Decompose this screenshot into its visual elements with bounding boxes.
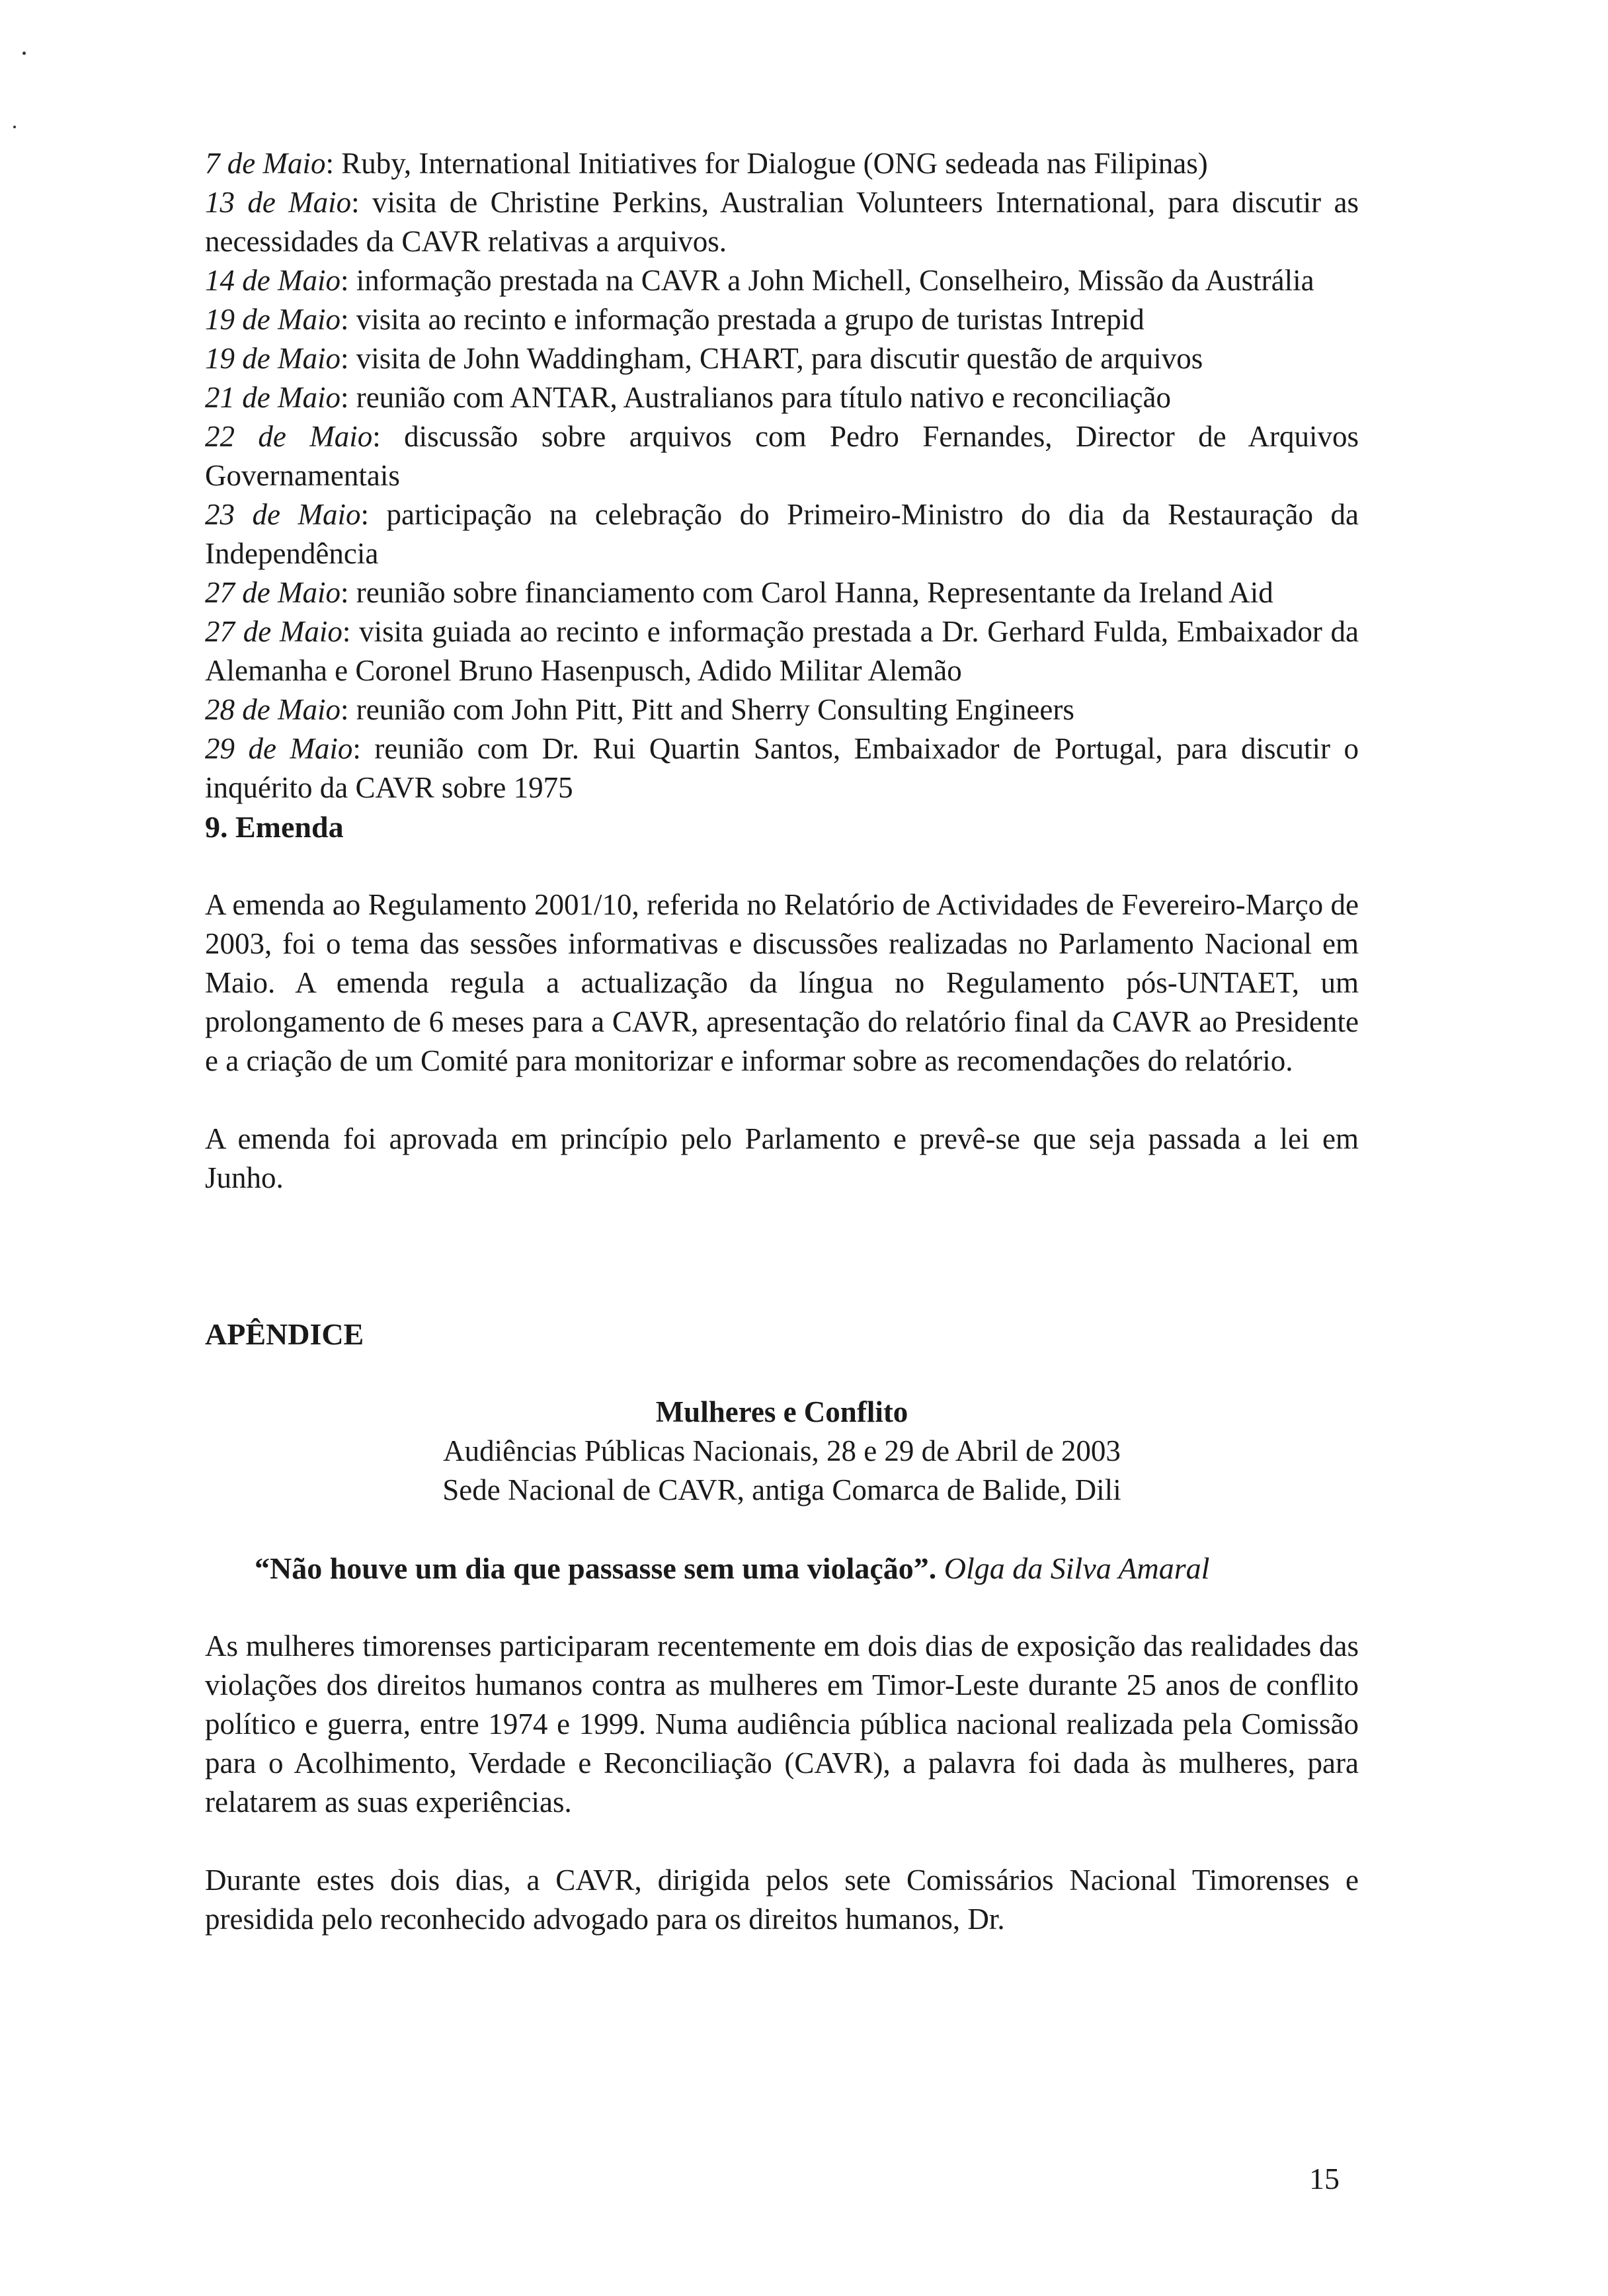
spacer xyxy=(205,1198,1359,1315)
activity-entry: 13 de Maio: visita de Christine Perkins, Australian Volunteers International, para discutir as necessidades da CAVR relativas a arquivos. xyxy=(205,186,1359,258)
quote: “Não houve um dia que passasse sem uma violação”. Olga da Silva Amaral xyxy=(255,1551,1210,1585)
activity-entry: 22 de Maio: discussão sobre arquivos com Pedro Fernandes, Director de Arquivos Governamentais xyxy=(205,420,1359,492)
section-heading: 9. Emenda xyxy=(205,810,344,844)
activity-entry: 28 de Maio: reunião com John Pitt, Pitt and Sherry Consulting Engineers xyxy=(205,693,1074,726)
page-number: 15 xyxy=(1309,2162,1340,2195)
activity-entry: 27 de Maio: reunião sobre financiamento com Carol Hanna, Representante da Ireland Aid xyxy=(205,576,1273,609)
activity-entry: 27 de Maio: visita guiada ao recinto e informação prestada a Dr. Gerhard Fulda, Embaixador da Alemanha e Coronel Bruno Hasenpusch, Adido Militar Alemão xyxy=(205,615,1359,687)
paragraph: As mulheres timorenses participaram recentemente em dois dias de exposição das realidades das violações dos direitos humanos contra as mulheres em Timor-Leste durante 25 anos de conflito político e guerra, entre 1974 e 1999. Numa audiência pública nacional realizada pela Comissão para o Acolhimento, Verdade e Reconciliação (CAVR), a palavra foi dada às mulheres, para relatarem as suas experiências. xyxy=(205,1629,1359,1819)
activity-entry: 19 de Maio: visita ao recinto e informação prestada a grupo de turistas Intrepid xyxy=(205,303,1145,336)
activity-entry: 21 de Maio: reunião com ANTAR, Australianos para título nativo e reconciliação xyxy=(205,381,1171,414)
activity-entry: 7 de Maio: Ruby, International Initiatives for Dialogue (ONG sedeada nas Filipinas) xyxy=(205,147,1208,180)
spacer xyxy=(205,846,1359,885)
appendix-subtitle: Audiências Públicas Nacionais, 28 e 29 de Abril de 2003 xyxy=(443,1434,1121,1467)
spacer xyxy=(205,1822,1359,1861)
spacer xyxy=(205,1354,1359,1393)
appendix-heading: APÊNDICE xyxy=(205,1317,364,1351)
spacer xyxy=(205,1588,1359,1627)
appendix-title: Mulheres e Conflito xyxy=(655,1395,908,1428)
paragraph: A emenda foi aprovada em princípio pelo Parlamento e prevê-se que seja passada a lei em Junho. xyxy=(205,1122,1359,1194)
scan-speck xyxy=(13,126,16,128)
spacer xyxy=(205,1081,1359,1120)
activity-entry: 14 de Maio: informação prestada na CAVR a John Michell, Conselheiro, Missão da Austrália xyxy=(205,264,1314,297)
paragraph: Durante estes dois dias, a CAVR, dirigida pelos sete Comissários Nacional Timorenses e presidida pelo reconhecido advogado para os direitos humanos, Dr. xyxy=(205,1864,1359,1936)
activity-list xyxy=(205,144,1359,807)
activity-entry: 19 de Maio: visita de John Waddingham, CHART, para discutir questão de arquivos xyxy=(205,342,1203,375)
paragraph: A emenda ao Regulamento 2001/10, referida no Relatório de Actividades de Fevereiro-Março de 2003, foi o tema das sessões informativas e discussões realizadas no Parlamento Nacional em Maio. A emenda regula a actualização da língua no Regulamento pós-UNTAET, um prolongamento de 6 meses para a CAVR, apresentação do relatório final da CAVR ao Presidente e a criação de um Comité para monitorizar e informar sobre as recomendações do relatório. xyxy=(205,888,1359,1077)
activity-entry: 29 de Maio: reunião com Dr. Rui Quartin Santos, Embaixador de Portugal, para discutir o inquérito da CAVR sobre 1975 xyxy=(205,732,1359,804)
activity-entry: 23 de Maio: participação na celebração do Primeiro-Ministro do dia da Restauração da Independência xyxy=(205,498,1359,570)
scan-speck xyxy=(22,52,26,55)
document-page xyxy=(205,144,1359,1939)
appendix-subtitle: Sede Nacional de CAVR, antiga Comarca de Balide, Dili xyxy=(442,1473,1121,1506)
spacer xyxy=(205,1510,1359,1549)
